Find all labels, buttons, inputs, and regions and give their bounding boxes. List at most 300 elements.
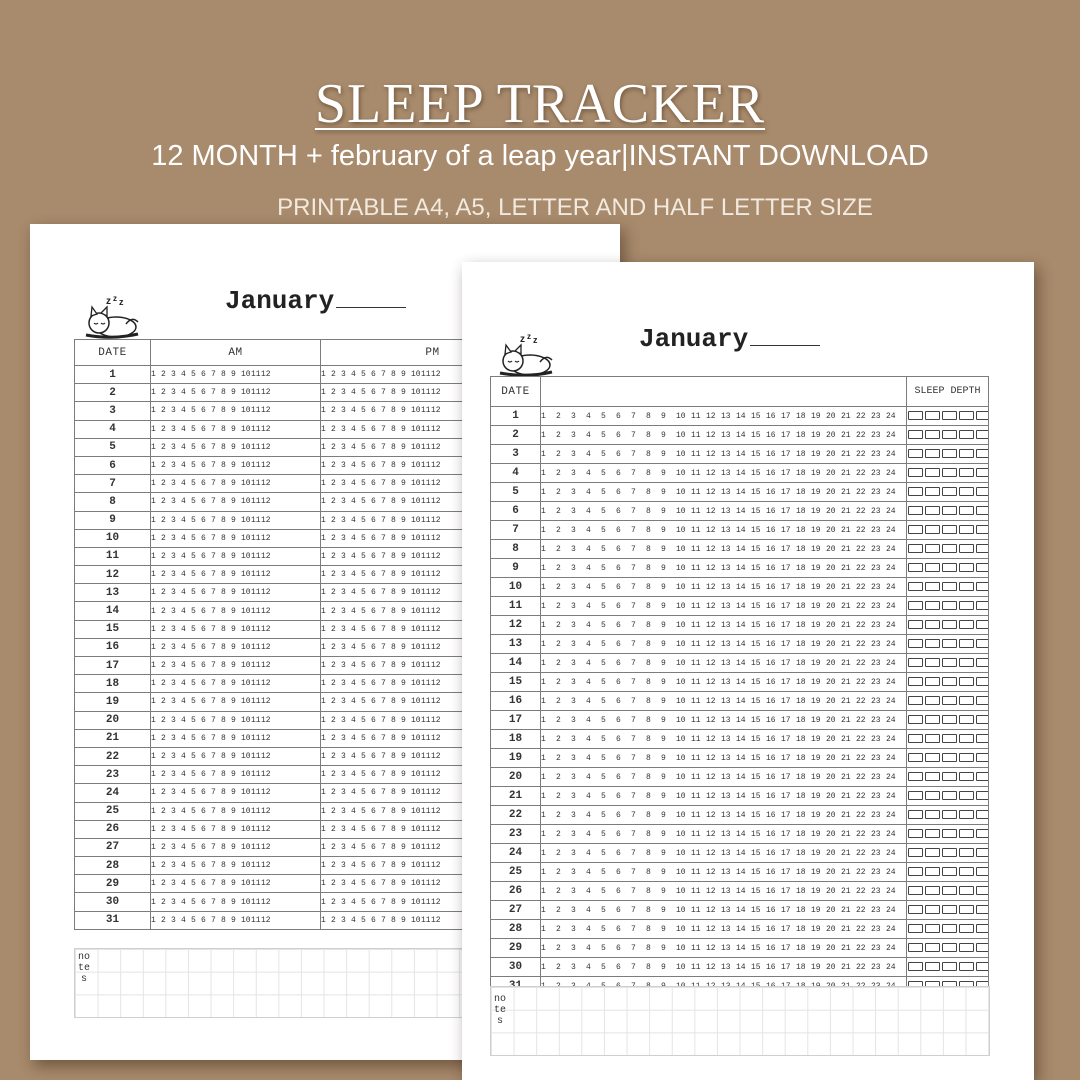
depth-checkbox[interactable]: [942, 658, 957, 667]
hour-label: 10: [241, 606, 251, 616]
depth-checkbox[interactable]: [976, 411, 989, 420]
depth-checkbox[interactable]: [908, 734, 923, 743]
hour-label: 8: [646, 962, 651, 972]
hour-label: 17: [781, 696, 791, 706]
hour-label: 7: [381, 697, 386, 707]
hour-label: 1: [321, 806, 326, 816]
depth-checkbox[interactable]: [976, 772, 989, 781]
depth-checkbox[interactable]: [976, 943, 989, 952]
depth-checkbox[interactable]: [942, 563, 957, 572]
depth-checkbox[interactable]: [925, 582, 940, 591]
depth-checkbox[interactable]: [925, 753, 940, 762]
depth-checkbox[interactable]: [908, 601, 923, 610]
hour-label: 15: [751, 468, 761, 478]
hour-label: 19: [811, 582, 821, 592]
hour-label: 14: [736, 601, 746, 611]
hour-label: 14: [736, 620, 746, 630]
depth-checkbox[interactable]: [959, 867, 974, 876]
depth-checkbox[interactable]: [925, 601, 940, 610]
depth-checkbox[interactable]: [959, 734, 974, 743]
depth-checkbox[interactable]: [976, 848, 989, 857]
depth-checkbox[interactable]: [908, 905, 923, 914]
hour-label: 9: [231, 697, 236, 707]
hour-label: 5: [601, 753, 606, 763]
hour-label: 10: [241, 697, 251, 707]
depth-checkbox[interactable]: [959, 601, 974, 610]
hour-label: 16: [766, 810, 776, 820]
depth-checkbox[interactable]: [908, 487, 923, 496]
hour-label: 20: [826, 506, 836, 516]
depth-checkbox[interactable]: [942, 468, 957, 477]
hour-label: 6: [371, 715, 376, 725]
depth-checkbox[interactable]: [908, 810, 923, 819]
depth-checkbox[interactable]: [925, 962, 940, 971]
depth-checkbox[interactable]: [925, 658, 940, 667]
depth-checkbox[interactable]: [942, 867, 957, 876]
depth-checkbox[interactable]: [976, 924, 989, 933]
hour-label: 15: [751, 791, 761, 801]
hour-label: 2: [331, 715, 336, 725]
hour-label: 2: [331, 642, 336, 652]
depth-checkbox[interactable]: [942, 411, 957, 420]
depth-checkbox[interactable]: [959, 943, 974, 952]
depth-checkbox[interactable]: [942, 449, 957, 458]
depth-checkbox[interactable]: [942, 791, 957, 800]
hour-label: 20: [826, 677, 836, 687]
hour-label: 1: [541, 487, 546, 497]
depth-checkbox[interactable]: [925, 487, 940, 496]
sleeping-cat-icon: [496, 330, 558, 378]
sleep-depth-boxes: [907, 749, 989, 768]
depth-checkbox[interactable]: [976, 525, 989, 534]
depth-checkbox[interactable]: [925, 772, 940, 781]
hour-label: 2: [556, 544, 561, 554]
hour-label: 4: [351, 406, 356, 416]
hour-label: 6: [616, 905, 621, 915]
depth-checkbox[interactable]: [925, 525, 940, 534]
depth-checkbox[interactable]: [959, 753, 974, 762]
depth-checkbox[interactable]: [976, 810, 989, 819]
depth-checkbox[interactable]: [976, 430, 989, 439]
depth-checkbox[interactable]: [908, 924, 923, 933]
depth-checkbox[interactable]: [925, 886, 940, 895]
hour-label: 12: [706, 620, 716, 630]
hour-label: 5: [361, 588, 366, 598]
hour-label: 11: [251, 370, 261, 380]
depth-checkbox[interactable]: [976, 620, 989, 629]
hour-label: 12: [706, 829, 716, 839]
depth-checkbox[interactable]: [942, 924, 957, 933]
depth-checkbox[interactable]: [959, 715, 974, 724]
hour-label: 3: [171, 915, 176, 925]
hour-label: 3: [171, 588, 176, 598]
depth-checkbox[interactable]: [942, 620, 957, 629]
depth-checkbox[interactable]: [908, 772, 923, 781]
depth-checkbox[interactable]: [908, 544, 923, 553]
hour-label: 4: [181, 588, 186, 598]
depth-checkbox[interactable]: [908, 620, 923, 629]
hour-label: 15: [751, 772, 761, 782]
depth-checkbox[interactable]: [976, 677, 989, 686]
hour-label: 2: [161, 806, 166, 816]
hour-label: 13: [721, 658, 731, 668]
depth-checkbox[interactable]: [925, 734, 940, 743]
depth-checkbox[interactable]: [942, 753, 957, 762]
hour-label: 22: [856, 943, 866, 953]
hour-label: 1: [151, 733, 156, 743]
hour-label: 11: [691, 620, 701, 630]
depth-checkbox[interactable]: [908, 867, 923, 876]
hour-label: 21: [841, 620, 851, 630]
depth-checkbox[interactable]: [942, 772, 957, 781]
day-number: 26: [75, 820, 151, 838]
hour-label: 5: [191, 752, 196, 762]
hour-label: 2: [161, 424, 166, 434]
depth-checkbox[interactable]: [942, 639, 957, 648]
hour-label: 1: [321, 424, 326, 434]
hour-label: 18: [796, 620, 806, 630]
depth-checkbox[interactable]: [925, 791, 940, 800]
hour-label: 11: [691, 734, 701, 744]
depth-checkbox[interactable]: [942, 582, 957, 591]
hour-label: 3: [171, 770, 176, 780]
depth-checkbox[interactable]: [959, 829, 974, 838]
depth-checkbox[interactable]: [925, 696, 940, 705]
hour-label: 5: [361, 406, 366, 416]
hour-label: 6: [371, 515, 376, 525]
hour-label: 4: [586, 468, 591, 478]
hour-label: 11: [691, 525, 701, 535]
depth-checkbox[interactable]: [976, 506, 989, 515]
hour-scale: [151, 893, 321, 911]
depth-checkbox[interactable]: [942, 430, 957, 439]
depth-checkbox[interactable]: [942, 715, 957, 724]
hour-label: 4: [586, 658, 591, 668]
depth-checkbox[interactable]: [959, 411, 974, 420]
depth-checkbox[interactable]: [959, 487, 974, 496]
depth-checkbox[interactable]: [942, 734, 957, 743]
depth-checkbox[interactable]: [925, 924, 940, 933]
depth-checkbox[interactable]: [976, 791, 989, 800]
hour-label: 8: [391, 479, 396, 489]
hour-label: 18: [796, 905, 806, 915]
hour-label: 19: [811, 829, 821, 839]
hour-label: 2: [331, 697, 336, 707]
depth-checkbox[interactable]: [959, 905, 974, 914]
hour-label: 22: [856, 430, 866, 440]
depth-checkbox[interactable]: [959, 544, 974, 553]
depth-checkbox[interactable]: [908, 525, 923, 534]
hour-label: 18: [796, 962, 806, 972]
depth-checkbox[interactable]: [925, 810, 940, 819]
depth-checkbox[interactable]: [976, 753, 989, 762]
depth-checkbox[interactable]: [959, 449, 974, 458]
hour-label: 6: [371, 442, 376, 452]
hour-label: 6: [201, 442, 206, 452]
depth-checkbox[interactable]: [976, 867, 989, 876]
hour-label: 11: [691, 658, 701, 668]
depth-checkbox[interactable]: [908, 582, 923, 591]
hour-label: 11: [251, 915, 261, 925]
depth-checkbox[interactable]: [908, 791, 923, 800]
day-number: 7: [491, 521, 541, 540]
hour-label: 3: [341, 642, 346, 652]
hour-label: 7: [211, 715, 216, 725]
depth-checkbox[interactable]: [942, 829, 957, 838]
hour-label: 7: [631, 886, 636, 896]
depth-checkbox[interactable]: [976, 449, 989, 458]
depth-checkbox[interactable]: [908, 449, 923, 458]
depth-checkbox[interactable]: [942, 943, 957, 952]
depth-checkbox[interactable]: [976, 487, 989, 496]
hour-label: 10: [411, 897, 421, 907]
hour-label: 2: [556, 487, 561, 497]
depth-checkbox[interactable]: [925, 867, 940, 876]
hour-scale: [151, 493, 321, 511]
day-number: 2: [491, 426, 541, 445]
depth-checkbox[interactable]: [976, 658, 989, 667]
hour-label: 2: [161, 861, 166, 871]
hour-label: 11: [421, 370, 431, 380]
hour-label: 8: [391, 424, 396, 434]
hour-label: 8: [221, 842, 226, 852]
depth-checkbox[interactable]: [959, 506, 974, 515]
depth-checkbox[interactable]: [976, 962, 989, 971]
depth-checkbox[interactable]: [908, 943, 923, 952]
depth-checkbox[interactable]: [925, 620, 940, 629]
hour-label: 7: [381, 879, 386, 889]
depth-checkbox[interactable]: [925, 715, 940, 724]
hour-label: 10: [676, 886, 686, 896]
depth-checkbox[interactable]: [925, 639, 940, 648]
day-row: [491, 616, 989, 635]
hour-label: 8: [391, 551, 396, 561]
hour-label: 6: [201, 842, 206, 852]
hour-label: 11: [251, 461, 261, 471]
hour-label: 4: [586, 715, 591, 725]
depth-checkbox[interactable]: [925, 848, 940, 857]
hour-label: 6: [371, 697, 376, 707]
depth-checkbox[interactable]: [908, 829, 923, 838]
hour-label: 12: [431, 442, 441, 452]
hour-label: 8: [221, 715, 226, 725]
hour-label: 4: [351, 370, 356, 380]
hour-label: 1: [541, 563, 546, 573]
hour-label: 3: [571, 905, 576, 915]
hour-label: 2: [161, 715, 166, 725]
hour-label: 9: [231, 606, 236, 616]
day-number: 18: [75, 675, 151, 693]
depth-checkbox[interactable]: [942, 810, 957, 819]
day-number: 12: [491, 616, 541, 635]
depth-checkbox[interactable]: [959, 886, 974, 895]
depth-checkbox[interactable]: [976, 829, 989, 838]
hour-label: 2: [331, 915, 336, 925]
depth-checkbox[interactable]: [942, 525, 957, 534]
hour-label: 2: [556, 848, 561, 858]
depth-checkbox[interactable]: [908, 886, 923, 895]
hour-label: 17: [781, 867, 791, 877]
depth-checkbox[interactable]: [908, 506, 923, 515]
depth-checkbox[interactable]: [976, 639, 989, 648]
depth-checkbox[interactable]: [925, 563, 940, 572]
hour-label: 3: [571, 696, 576, 706]
hour-label: 12: [706, 848, 716, 858]
hour-label: 7: [381, 606, 386, 616]
depth-checkbox[interactable]: [925, 905, 940, 914]
hour-scale: [541, 920, 907, 939]
hour-label: 21: [841, 563, 851, 573]
hour-label: 3: [571, 544, 576, 554]
depth-checkbox[interactable]: [976, 696, 989, 705]
hour-label: 14: [736, 639, 746, 649]
hour-label: 19: [811, 886, 821, 896]
depth-checkbox[interactable]: [942, 905, 957, 914]
hour-label: 24: [886, 677, 896, 687]
hour-label: 6: [616, 943, 621, 953]
depth-checkbox[interactable]: [942, 544, 957, 553]
depth-checkbox[interactable]: [976, 468, 989, 477]
depth-checkbox[interactable]: [942, 677, 957, 686]
hour-label: 8: [221, 806, 226, 816]
depth-checkbox[interactable]: [908, 658, 923, 667]
depth-checkbox[interactable]: [959, 620, 974, 629]
hour-label: 6: [616, 601, 621, 611]
depth-checkbox[interactable]: [925, 677, 940, 686]
depth-checkbox[interactable]: [976, 886, 989, 895]
depth-checkbox[interactable]: [959, 848, 974, 857]
depth-checkbox[interactable]: [908, 430, 923, 439]
depth-checkbox[interactable]: [925, 449, 940, 458]
depth-checkbox[interactable]: [925, 430, 940, 439]
depth-checkbox[interactable]: [959, 563, 974, 572]
depth-checkbox[interactable]: [959, 924, 974, 933]
notes-grid: [490, 986, 990, 1056]
depth-checkbox[interactable]: [908, 411, 923, 420]
hour-label: 2: [161, 461, 166, 471]
depth-checkbox[interactable]: [976, 734, 989, 743]
hour-label: 18: [796, 829, 806, 839]
day-row: [491, 445, 989, 464]
depth-checkbox[interactable]: [959, 696, 974, 705]
hour-label: 3: [571, 487, 576, 497]
depth-checkbox[interactable]: [942, 696, 957, 705]
hour-label: 9: [401, 661, 406, 671]
depth-checkbox[interactable]: [925, 943, 940, 952]
hour-label: 6: [371, 533, 376, 543]
hour-label: 9: [231, 842, 236, 852]
hour-label: 9: [661, 658, 666, 668]
depth-checkbox[interactable]: [942, 601, 957, 610]
hour-label: 5: [601, 848, 606, 858]
hour-scale: [541, 844, 907, 863]
depth-checkbox[interactable]: [908, 715, 923, 724]
hour-label: 6: [201, 461, 206, 471]
hour-label: 18: [796, 886, 806, 896]
hour-label: 4: [586, 924, 591, 934]
depth-checkbox[interactable]: [942, 962, 957, 971]
sleep-depth-boxes: [907, 768, 989, 787]
hour-label: 3: [571, 677, 576, 687]
depth-checkbox[interactable]: [942, 506, 957, 515]
depth-checkbox[interactable]: [959, 810, 974, 819]
depth-checkbox[interactable]: [908, 696, 923, 705]
hour-label: 8: [646, 848, 651, 858]
hour-label: 10: [411, 370, 421, 380]
depth-checkbox[interactable]: [976, 582, 989, 591]
depth-checkbox[interactable]: [959, 468, 974, 477]
depth-checkbox[interactable]: [925, 829, 940, 838]
depth-checkbox[interactable]: [976, 715, 989, 724]
depth-checkbox[interactable]: [908, 848, 923, 857]
hour-label: 14: [736, 658, 746, 668]
day-number: 19: [75, 693, 151, 711]
hour-scale: [151, 693, 321, 711]
hour-label: 5: [361, 515, 366, 525]
depth-checkbox[interactable]: [959, 962, 974, 971]
hour-label: 22: [856, 639, 866, 649]
depth-checkbox[interactable]: [908, 563, 923, 572]
depth-checkbox[interactable]: [925, 468, 940, 477]
depth-checkbox[interactable]: [976, 563, 989, 572]
depth-checkbox[interactable]: [959, 658, 974, 667]
hour-label: 8: [391, 842, 396, 852]
hour-label: 1: [541, 525, 546, 535]
depth-checkbox[interactable]: [908, 677, 923, 686]
hour-label: 9: [661, 734, 666, 744]
hour-label: 1: [541, 791, 546, 801]
hour-label: 13: [721, 487, 731, 497]
depth-checkbox[interactable]: [908, 639, 923, 648]
hour-label: 13: [721, 468, 731, 478]
hour-label: 10: [676, 848, 686, 858]
sleep-depth-boxes: [907, 806, 989, 825]
hour-label: 24: [886, 943, 896, 953]
hour-label: 21: [841, 791, 851, 801]
depth-checkbox[interactable]: [959, 582, 974, 591]
depth-checkbox[interactable]: [976, 601, 989, 610]
hour-label: 21: [841, 829, 851, 839]
depth-checkbox[interactable]: [959, 430, 974, 439]
hour-label: 11: [251, 861, 261, 871]
depth-checkbox[interactable]: [976, 905, 989, 914]
depth-checkbox[interactable]: [925, 506, 940, 515]
hour-label: 10: [676, 829, 686, 839]
depth-checkbox[interactable]: [908, 962, 923, 971]
depth-checkbox[interactable]: [959, 525, 974, 534]
hour-scale: [541, 483, 907, 502]
hour-label: 20: [826, 582, 836, 592]
depth-checkbox[interactable]: [908, 753, 923, 762]
depth-checkbox[interactable]: [925, 411, 940, 420]
hour-label: 2: [331, 661, 336, 671]
depth-checkbox[interactable]: [959, 791, 974, 800]
depth-checkbox[interactable]: [908, 468, 923, 477]
depth-checkbox[interactable]: [942, 886, 957, 895]
hour-label: 19: [811, 620, 821, 630]
hour-label: 8: [221, 424, 226, 434]
depth-checkbox[interactable]: [959, 639, 974, 648]
depth-checkbox[interactable]: [925, 544, 940, 553]
depth-checkbox[interactable]: [959, 772, 974, 781]
hour-label: 24: [886, 506, 896, 516]
hour-label: 11: [691, 753, 701, 763]
hour-scale: [151, 729, 321, 747]
depth-checkbox[interactable]: [959, 677, 974, 686]
depth-checkbox[interactable]: [942, 487, 957, 496]
depth-checkbox[interactable]: [942, 848, 957, 857]
depth-checkbox[interactable]: [976, 544, 989, 553]
